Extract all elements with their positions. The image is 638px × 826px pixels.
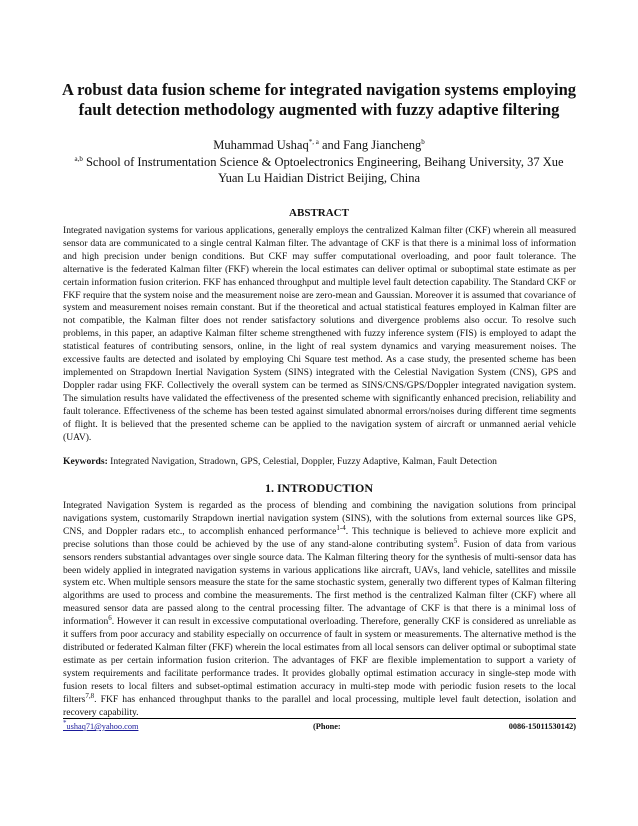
intro-text: Integrated Navigation System is regarded as the process of blending and combining the navigation solutions from principal navigations system, customarily Strapdown inertial navigation system (SINS), with the solutions from external sources like GPS, CNS, and Doppler radars etc., to accomplish enhanced performance [63,500,576,537]
introduction-body [63,500,576,719]
email-text: ushaq71@yahoo.com [66,722,139,731]
affiliation-text: School of Instrumentation Science & Optoelectronics Engineering, Beihang University, 37 Xue Yuan Lu Haidian District Beijing, China [82,155,564,185]
abstract-heading: ABSTRACT [289,207,349,219]
citation-ref: 7,8 [85,691,95,700]
section-heading-introduction: 1. INTRODUCTION [264,481,373,495]
affiliation-superscript: a,b [74,154,83,163]
keywords-text: Integrated Navigation, Stradown, GPS, Celestial, Doppler, Fuzzy Adaptive, Kalman, Fault Detection [107,456,497,467]
email-link[interactable] [63,721,138,732]
citation-ref: 6 [108,613,112,622]
author-name: Muhammad Ushaq [213,138,309,152]
citation-ref: 5 [453,536,458,545]
affiliation [62,155,576,186]
author-name: Fang Jiancheng [343,138,422,152]
intro-text: . This technique is believed to achieve more explicit and precise solutions than those could be achieved by the use of any stand-alone contributing system [63,525,576,550]
author-line [60,138,578,153]
phone-label: (Phone: [313,722,341,731]
intro-text: . However it can result in excessive computational overloading. Therefore, generally CKF is considered as unreliable as it suffers from poor accuracy and stability especially on occurrence of fault in system or measurements. The alternative method is the distributed or federated Kalman filter (FKF) wherein the local estimates from all local sensors can deliver optimal or suboptimal state estimate as per certain information fusion criterion. The advantages of FKF are flexible implementation to support a variety of system requirements and facilitate performance trades. It provides globally optimal estimation accuracy in single-step mode with fusion resets to local filters and subset-optimal estimation accuracy in multi-step mode with periodic fusion resets to the local filters [63,616,576,705]
phone-number: 0086-15011530142) [508,722,576,731]
footnote-divider [63,718,576,719]
keywords-label: Keywords: [63,456,108,467]
paper-title: A robust data fusion scheme for integrated navigation systems employing fault detection methodology augmented with fuzzy adaptive filtering [61,80,577,119]
citation-ref: 1-4 [336,523,346,532]
author-connector: and [318,138,344,152]
email-superscript: * [63,719,67,728]
intro-text: . Fusion of data from various sensors renders substantial advantages over single source data. The Kalman filtering theory for the synthesis of multi-sensor data has been widely applied in integrated navigation systems in various applications like aircraft, UAVs, land vehicle, satellites and missile system etc. When multiple sensors measure the state for the same stochastic system, generally two different types of Kalman filtering algorithms are used to process and combine the measurements. The first method is the centralized Kalman filter (CKF) where all measured sensor data are passed along to the central processing filter. The advantage of CKF is that there is a minimal loss of information [63,538,576,628]
intro-text: . FKF has enhanced throughput thanks to the parallel and local processing, multiple level fault detection, isolation and recovery capability. [63,693,576,718]
author-superscript: *, a [308,137,319,146]
author-superscript: b [421,137,425,146]
keywords [63,456,576,469]
abstract-body: Integrated navigation systems for various applications, generally employs the centralized Kalman filter (CKF) wherein all measured sensor data are communicated to a single central Kalman filter. The advantage of CKF is that there is a minimal loss of information and high precision under benign conditions. But CKF may suffer computational overloading, and poor fault tolerance. The alternative is the federated Kalman filter (FKF) wherein the local estimates can deliver optimal or suboptimal state estimate as per certain information fusion criterion. FKF has enhanced throughput and multiple level fault detection capability. The Standard CKF or FKF require that the system noise and the measurement noise are zero-mean and Gaussian. Moreover it is assumed that covariance of system and measurement noises remain constant. But if the theoretical and actual statistical features employed in Kalman filter are not compatible, the Kalman filter does not render satisfactory solutions and divergence problems also occur. To resolve such problems, in this paper, an adaptive Kalman filter scheme strengthened with fuzzy inference system (FIS) is employed to adapt the statistical features of contributing sensors, online, in the light of real system dynamics and varying measurement noises. The excessive faults are detected and isolated by employing Chi Square test method. As a case study, the presented scheme has been implemented on Strapdown Inertial Navigation System (SINS) integrated with the Celestial Navigation System (CNS), GPS and Doppler radar using FKF. Collectively the overall system can be termed as SINS/CNS/GPS/Doppler integrated navigation system. The simulation results have validated the effectiveness of the presented scheme with significantly enhanced precision, reliability and fault tolerance. Effectiveness of the scheme has been tested against simulated abnormal errors/noises during different time segments of flight. It is believed that the presented scheme can be applied to the navigation system of aircraft or unmanned aerial vehicle (UAV). [63,225,576,443]
